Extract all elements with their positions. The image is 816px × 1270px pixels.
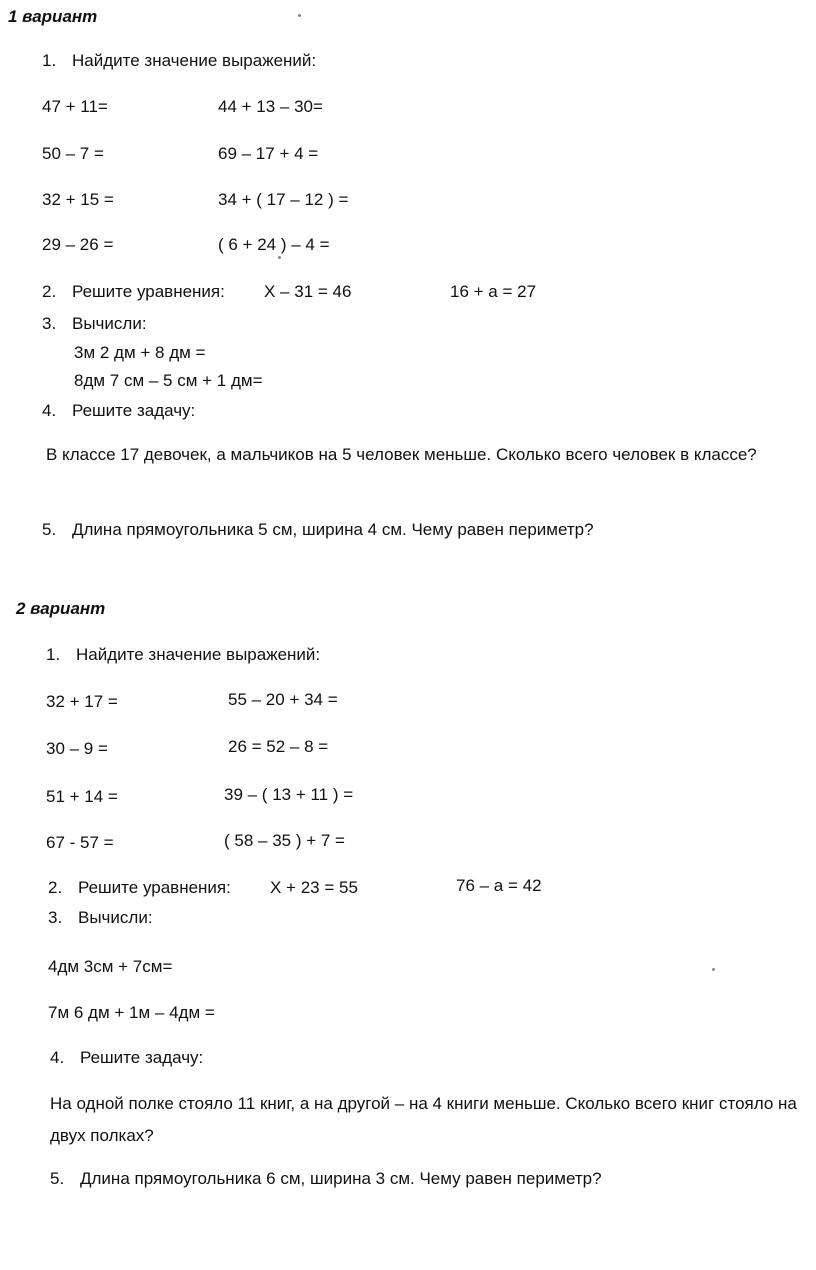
v2-expr-3-left: 51 + 14 = [46, 787, 118, 806]
v1-task1-heading [42, 50, 316, 72]
v1-calc-1: 3м 2 дм + 8 дм = [74, 343, 206, 362]
v2-task1-text: Найдите значение выражений: [76, 645, 321, 664]
v2-task5-text: Длина прямоугольника 6 см, ширина 3 см. Чему равен периметр? [80, 1169, 602, 1188]
v2-task2-text: Решите уравнения: [78, 878, 231, 897]
scan-speck [712, 968, 715, 971]
v1-task1-text: Найдите значение выражений: [72, 51, 317, 70]
v1-expr-2-left: 50 – 7 = [42, 144, 104, 163]
v1-calc-2: 8дм 7 см – 5 см + 1 дм= [74, 371, 263, 390]
v1-equation-1: Х – 31 = 46 [264, 282, 352, 301]
v2-task1-number: 1. [46, 645, 61, 664]
v2-calc-2: 7м 6 дм + 1м – 4дм = [48, 1003, 215, 1022]
v2-task2-number: 2. [48, 878, 63, 897]
v2-expr-1-left: 32 + 17 = [46, 692, 118, 711]
v2-task5 [50, 1168, 602, 1190]
v1-expr-4-left: 29 – 26 = [42, 235, 114, 254]
v1-expr-1-left: 47 + 11= [42, 97, 108, 116]
v2-expr-2-left: 30 – 9 = [46, 739, 108, 758]
v1-task5-number: 5. [42, 520, 57, 539]
v2-task4-heading [50, 1047, 203, 1069]
v1-expr-1-right: 44 + 13 – 30= [218, 97, 323, 116]
v1-expr-2-right: 69 – 17 + 4 = [218, 144, 319, 163]
v1-expr-4-right: ( 6 + 24 ) – 4 = [218, 235, 330, 254]
v2-task4-text: Решите задачу: [80, 1048, 204, 1067]
v2-equation-1: Х + 23 = 55 [270, 878, 358, 897]
v1-task3-number: 3. [42, 314, 57, 333]
v2-equation-2: 76 – а = 42 [456, 876, 542, 895]
v1-task2-text: Решите уравнения: [72, 282, 225, 301]
v2-task3-heading [48, 907, 153, 929]
scan-speck [278, 256, 281, 259]
v2-expr-3-right: 39 – ( 13 + 11 ) = [224, 785, 354, 804]
v1-expr-3-left: 32 + 15 = [42, 190, 114, 209]
v2-task3-number: 3. [48, 908, 63, 927]
variant-2-title: 2 вариант [16, 599, 106, 618]
v1-task2-heading [42, 281, 225, 303]
v1-task3-heading [42, 313, 147, 335]
v1-problem-text: В классе 17 девочек, а мальчиков на 5 человек меньше. Сколько всего человек в классе? [46, 445, 757, 464]
v1-task5-text: Длина прямоугольника 5 см, ширина 4 см. Чему равен периметр? [72, 520, 594, 539]
variant-1-title: 1 вариант [8, 7, 98, 26]
v1-task4-number: 4. [42, 401, 57, 420]
v1-task3-text: Вычисли: [72, 314, 147, 333]
v2-expr-2-right: 26 = 52 – 8 = [228, 737, 329, 756]
v1-task4-text: Решите задачу: [72, 401, 196, 420]
v2-expr-4-right: ( 58 – 35 ) + 7 = [224, 831, 345, 850]
v2-task2-heading [48, 877, 231, 899]
scan-speck [298, 14, 301, 17]
v2-expr-1-right: 55 – 20 + 34 = [228, 690, 338, 709]
v1-expr-3-right: 34 + ( 17 – 12 ) = [218, 190, 349, 209]
v1-task1-number: 1. [42, 51, 57, 70]
v1-task5 [42, 519, 594, 541]
v2-expr-4-left: 67 - 57 = [46, 833, 114, 852]
v1-task4-heading [42, 400, 195, 422]
v2-task1-heading [46, 644, 320, 666]
v1-equation-2: 16 + а = 27 [450, 282, 537, 301]
v2-task4-number: 4. [50, 1048, 65, 1067]
v1-task2-number: 2. [42, 282, 57, 301]
v2-calc-1: 4дм 3см + 7см= [48, 957, 173, 976]
v2-task5-number: 5. [50, 1169, 65, 1188]
v2-problem-text: На одной полке стояло 11 книг, а на другой – на 4 книги меньше. Сколько всего книг стояло на двух полках? [50, 1094, 797, 1145]
v2-task3-text: Вычисли: [78, 908, 153, 927]
